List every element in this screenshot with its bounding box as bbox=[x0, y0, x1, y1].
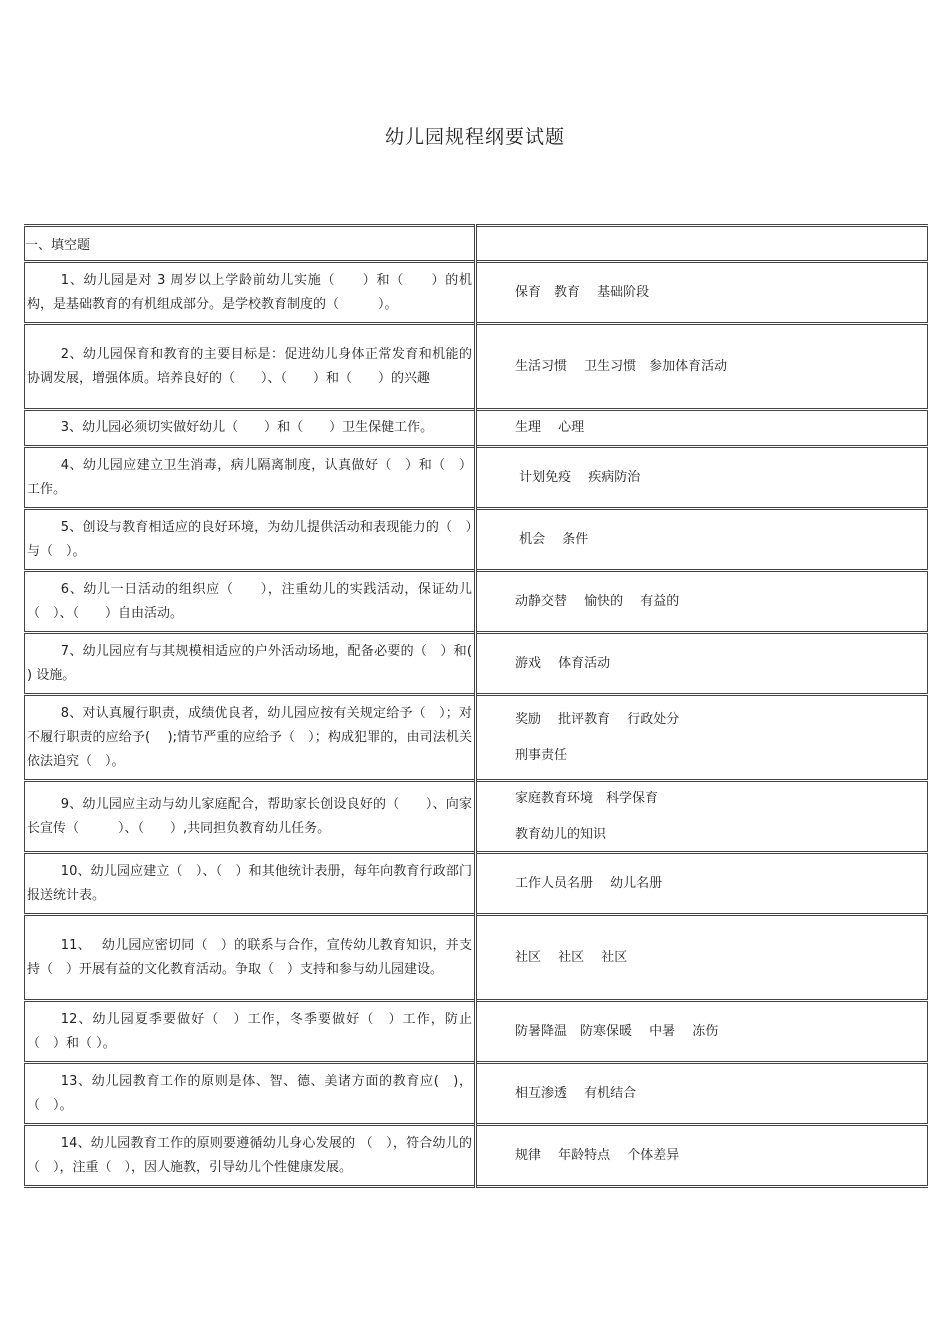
question-text: 8、对认真履行职责，成绩优良者，幼儿园应按有关规定给予（ ）；对不履行职责的应给予( );情节严重的应给予（ ）；构成犯罪的，由司法机关依法追究（ ）。 bbox=[27, 705, 472, 769]
question-cell bbox=[25, 509, 476, 571]
answer-text bbox=[477, 462, 927, 494]
answer-line: 计划免疫 疾病防治 bbox=[515, 469, 641, 485]
answer-text bbox=[477, 1140, 927, 1172]
answer-cell bbox=[476, 571, 928, 633]
question-text: 4、幼儿园应建立卫生消毒，病儿隔离制度，认真做好（ ）和（ ）工作。 bbox=[27, 457, 472, 497]
question-text: 12、幼儿园夏季要做好（ ）工作，冬季要做好（ ）工作，防止（ ）和（ ）。 bbox=[27, 1011, 472, 1051]
table-row bbox=[25, 853, 928, 915]
answer-cell bbox=[476, 781, 928, 853]
question-text: 10、幼儿园应建立（ ）、（ ）和其他统计表册，每年向教育行政部门报送统计表。 bbox=[27, 863, 472, 903]
answer-line: 工作人员名册 幼儿名册 bbox=[515, 875, 663, 891]
question-cell bbox=[25, 262, 476, 324]
answer-text bbox=[477, 1016, 927, 1048]
answer-cell bbox=[476, 1125, 928, 1187]
table-row bbox=[25, 262, 928, 324]
table-row bbox=[25, 509, 928, 571]
answer-line: 家庭教育环境 科学保育 bbox=[515, 790, 659, 806]
section-answer-empty bbox=[476, 226, 928, 262]
answer-text bbox=[477, 351, 927, 383]
answer-line: 保育 教育 基础阶段 bbox=[515, 284, 650, 300]
page-title: 幼儿园规程纲要试题 bbox=[384, 126, 565, 148]
question-text: 6、幼儿一日活动的组织应（ ），注重幼儿的实践活动，保证幼儿（ ）、（ ）自由活动。 bbox=[27, 581, 472, 621]
answer-cell bbox=[476, 915, 928, 1001]
table-row bbox=[25, 410, 928, 447]
answer-text bbox=[477, 648, 927, 680]
answer-text bbox=[477, 412, 927, 444]
table-row bbox=[25, 324, 928, 410]
answer-line: 机会 条件 bbox=[515, 531, 589, 547]
table-row bbox=[25, 695, 928, 781]
question-cell bbox=[25, 915, 476, 1001]
answer-text bbox=[477, 942, 927, 974]
question-text: 14、幼儿园教育工作的原则要遵循幼儿身心发展的 （ ），符合幼儿的（ ），注重（ ），因人施教，引导幼儿个性健康发展。 bbox=[27, 1135, 472, 1175]
question-table bbox=[24, 224, 928, 1188]
question-cell bbox=[25, 695, 476, 781]
question-text: 1、幼儿园是对 3 周岁以上学龄前幼儿实施（ ）和（ ）的机构，是基础教育的有机组成部分。是学校教育制度的（ ）。 bbox=[27, 272, 472, 312]
question-cell bbox=[25, 447, 476, 509]
answer-line: 生活习惯 卫生习惯 参加体育活动 bbox=[515, 358, 728, 374]
question-cell bbox=[25, 1125, 476, 1187]
table-row bbox=[25, 781, 928, 853]
table-row bbox=[25, 633, 928, 695]
table-row bbox=[25, 915, 928, 1001]
answer-line-2: 教育幼儿的知识 bbox=[515, 826, 607, 842]
answer-cell bbox=[476, 1063, 928, 1125]
question-cell bbox=[25, 410, 476, 447]
answer-line: 游戏 体育活动 bbox=[515, 655, 611, 671]
answer-line: 动静交替 愉快的 有益的 bbox=[515, 593, 680, 609]
answer-cell bbox=[476, 324, 928, 410]
question-cell bbox=[25, 324, 476, 410]
answer-cell bbox=[476, 262, 928, 324]
answer-cell bbox=[476, 447, 928, 509]
table-row bbox=[25, 571, 928, 633]
question-text: 3、幼儿园必须切实做好幼儿（ ）和（ ）卫生保健工作。 bbox=[60, 420, 434, 435]
question-cell bbox=[25, 781, 476, 853]
question-text: 5、创设与教育相适应的良好环境，为幼儿提供活动和表现能力的（ ）与（ ）。 bbox=[27, 519, 472, 559]
question-cell bbox=[25, 1001, 476, 1063]
answer-cell bbox=[476, 1001, 928, 1063]
question-cell bbox=[25, 633, 490, 695]
answer-cell bbox=[476, 509, 928, 571]
answer-line: 相互渗透 有机结合 bbox=[515, 1085, 637, 1101]
answer-line: 生理 心理 bbox=[515, 420, 585, 435]
answer-line: 防暑降温 防寒保暖 中暑 冻伤 bbox=[515, 1023, 719, 1039]
question-cell bbox=[25, 853, 476, 915]
answer-text bbox=[477, 524, 927, 556]
question-text: 2、幼儿园保育和教育的主要目标是：促进幼儿身体正常发育和机能的协调发展，增强体质。培养良好的（ ）、（ ）和（ ）的兴趣 bbox=[27, 346, 472, 386]
answer-text bbox=[477, 868, 927, 900]
section-header-row bbox=[25, 226, 928, 262]
answer-text bbox=[477, 277, 927, 309]
question-text: 7、幼儿园应有与其规模相适应的户外活动场地，配备必要的（ ）和( ) 设施。 bbox=[27, 643, 490, 683]
table-row bbox=[25, 1063, 928, 1125]
question-cell bbox=[25, 1063, 476, 1125]
section-heading: 一、填空题 bbox=[25, 226, 476, 262]
answer-cell bbox=[476, 695, 928, 781]
question-cell bbox=[25, 571, 476, 633]
answer-line: 规律 年龄特点 个体差异 bbox=[515, 1147, 680, 1163]
answer-line: 社区 社区 社区 bbox=[515, 949, 628, 965]
answer-line-2: 刑事责任 bbox=[515, 747, 568, 763]
question-text: 11、 幼儿园应密切同（ ）的联系与合作，宣传幼儿教育知识，并支持（ ）开展有益的文化教育活动。争取（ ）支持和参与幼儿园建设。 bbox=[27, 937, 472, 977]
answer-cell bbox=[476, 410, 928, 447]
question-text: 13、幼儿园教育工作的原则是体、智、德、美诸方面的教育应( )，（ ）。 bbox=[27, 1073, 472, 1113]
answer-cell bbox=[476, 633, 928, 695]
answer-cell bbox=[476, 853, 928, 915]
answer-text bbox=[477, 783, 927, 851]
answer-line: 奖励 批评教育 行政处分 bbox=[515, 711, 680, 727]
table-row bbox=[25, 447, 928, 509]
table-row bbox=[25, 1125, 928, 1187]
table-row bbox=[25, 1001, 928, 1063]
question-text: 9、幼儿园应主动与幼儿家庭配合，帮助家长创设良好的（ ）、向家长宣传（ ）、（ ）,共同担负教育幼儿任务。 bbox=[27, 796, 472, 836]
answer-text bbox=[477, 586, 927, 618]
answer-text bbox=[477, 1078, 927, 1110]
answer-text bbox=[477, 704, 927, 772]
